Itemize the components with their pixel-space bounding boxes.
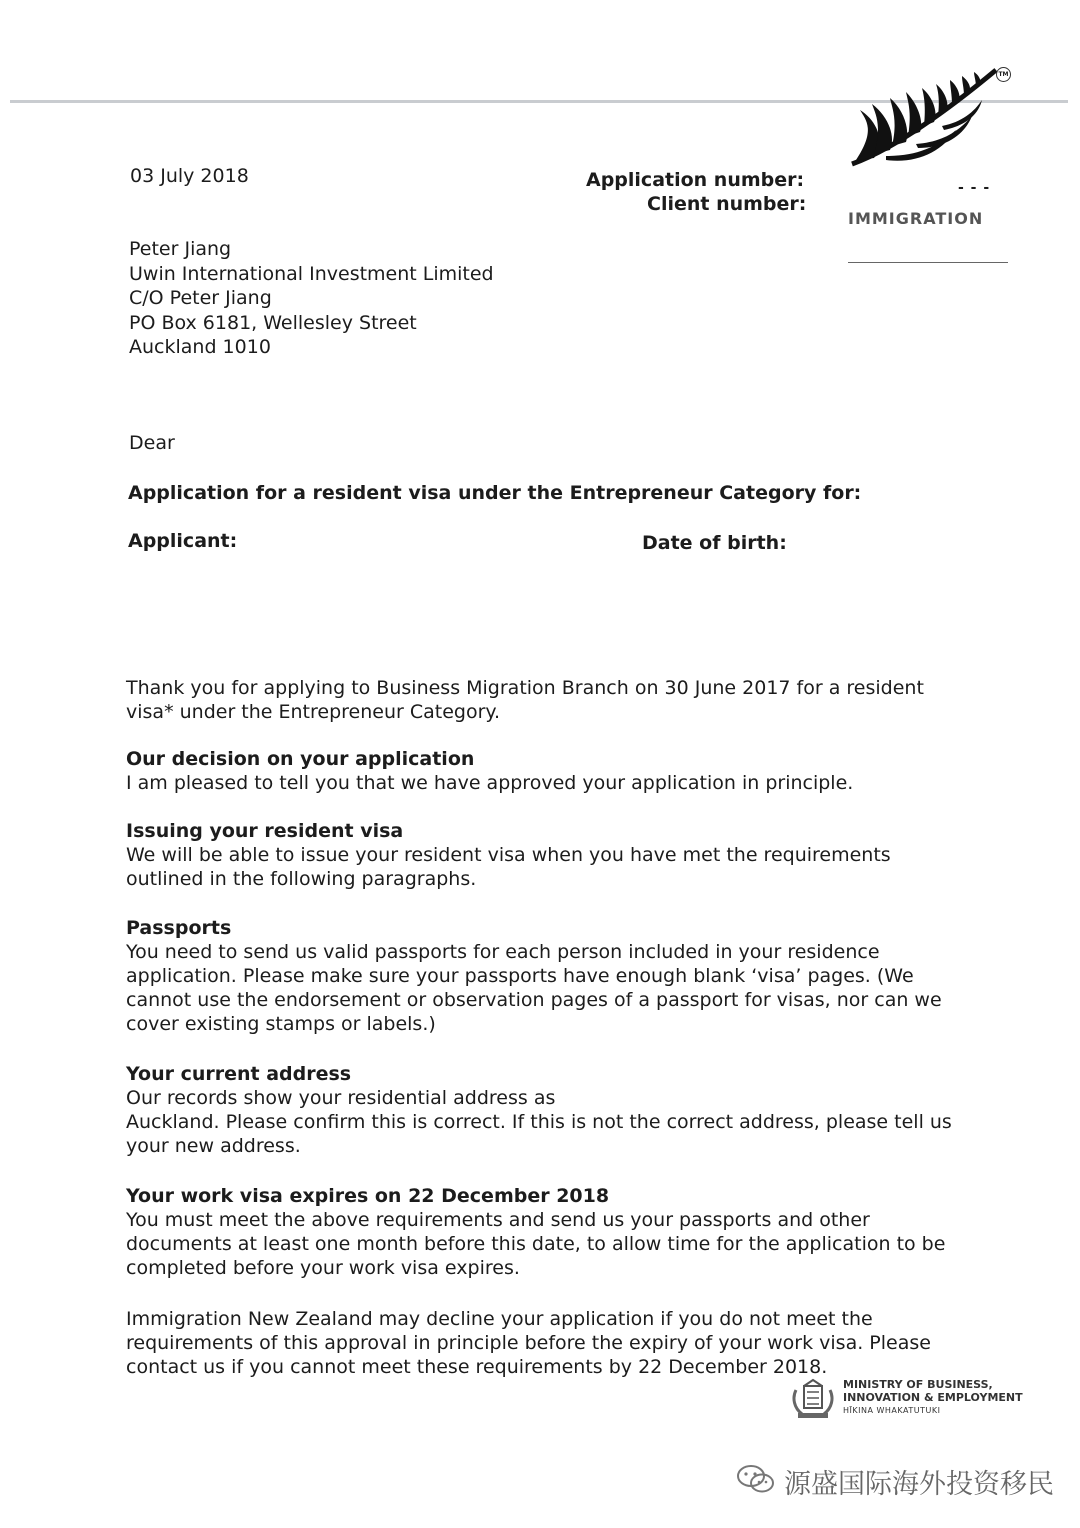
coat-of-arms-icon [790,1378,836,1420]
watermark-text: 源盛国际海外投资移民 [784,1469,1054,1500]
brand-divider [848,262,1008,263]
section-text: You need to send us valid passports for each person included in your residence application. Please make sure your passports have enough blank ‘visa’ pages. (We cannot use the endorsement or observation pages of a passport for visas, nor can we cover existing stamps or labels.) [126,941,942,1035]
silver-fern-logo-icon [846,60,1006,172]
section-decision [126,747,956,795]
address-line: Uwin International Investment Limited [129,262,494,285]
reference-marks: - - - [958,180,991,196]
section-text: Auckland. Please confirm this is correct. If this is not the correct address, please tell us your new address. [126,1111,952,1157]
address-line: Auckland 1010 [129,336,271,358]
application-number-label: Application number: [586,169,805,191]
letter-subject: Application for a resident visa under the Entrepreneur Category for: [128,482,862,504]
ministry-line: MINISTRY OF BUSINESS, [843,1378,993,1391]
ministry-name [843,1378,1023,1417]
section-work-visa [126,1184,956,1280]
letter-date: 03 July 2018 [130,165,249,187]
section-text-line: Our records show your residential address as [126,1087,556,1109]
ministry-subline: HĪKINA WHAKATUTUKI [843,1406,941,1415]
trademark-symbol: TM [996,67,1011,82]
section-heading: Your current address [126,1063,352,1085]
section-heading: Our decision on your application [126,748,475,770]
section-heading: Your work visa expires on 22 December 2018 [126,1185,610,1207]
recipient-address [129,237,494,360]
section-text: We will be able to issue your resident visa when you have met the requirements outlined in the following paragraphs. [126,844,891,890]
address-line: Peter Jiang [129,238,232,260]
date-of-birth-label: Date of birth: [642,532,787,554]
ministry-line: INNOVATION & EMPLOYMENT [843,1391,1023,1404]
wechat-icon [736,1464,776,1494]
section-text: You must meet the above requirements and send us your passports and other documents at least one month before this date, to allow time for the application to be completed before your work visa expires. [126,1209,946,1279]
section-passports [126,916,956,1036]
intro-paragraph: Thank you for applying to Business Migration Branch on 30 June 2017 for a resident visa* under the Entrepreneur Category. [126,677,924,723]
immigration-wordmark: IMMIGRATION [848,209,984,228]
address-line: C/O Peter Jiang [129,287,272,309]
section-heading: Passports [126,917,232,939]
section-issuing [126,819,956,891]
section-address [126,1062,956,1158]
section-text: I am pleased to tell you that we have approved your application in principle. [126,772,854,794]
address-line: PO Box 6181, Wellesley Street [129,311,417,334]
section-heading: Issuing your resident visa [126,820,404,842]
applicant-label: Applicant: [128,530,238,552]
salutation: Dear [129,432,175,454]
closing-paragraph: Immigration New Zealand may decline your application if you do not meet the requirements of this approval in principle before the expiry of your work visa. Please contact us if you cannot meet these requirements by 22 December 2018. [126,1308,931,1378]
client-number-label: Client number: [647,193,807,215]
